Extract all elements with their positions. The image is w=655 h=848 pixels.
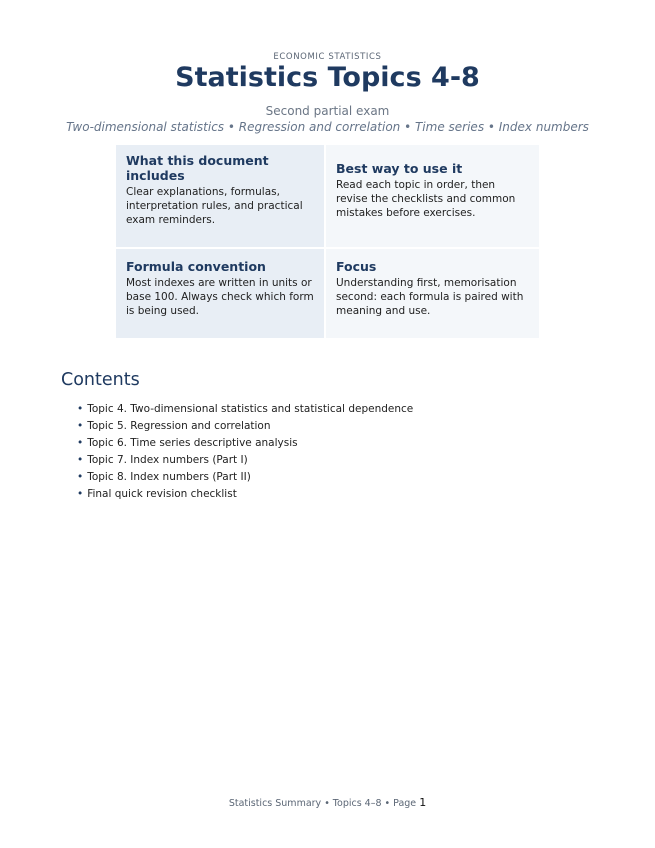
bullet-icon: • (77, 403, 84, 415)
contents-item-label: Topic 5. Regression and correlation (87, 420, 271, 432)
info-card-heading: Best way to use it (336, 161, 463, 176)
contents-item[interactable] (77, 452, 413, 469)
topics-line: Two-dimensional statistics • Regression and correlation • Time series • Index numbers (66, 120, 589, 134)
info-card-body: Clear explanations, formulas, interpretation rules, and practical exam reminders. (126, 186, 303, 226)
contents-heading: Contents (61, 370, 140, 390)
page-number: 1 (419, 796, 427, 809)
info-card-body: Most indexes are written in units or base 100. Always check which form is being used. (126, 277, 314, 317)
contents-item-label: Topic 8. Index numbers (Part II) (87, 471, 251, 483)
info-card-formula (116, 249, 326, 338)
eyebrow-label: ECONOMIC STATISTICS (273, 52, 382, 62)
bullet-icon: • (77, 454, 84, 466)
contents-item-label: Topic 4. Two-dimensional statistics and statistical dependence (87, 403, 414, 415)
contents-item[interactable] (77, 469, 413, 486)
bullet-icon: • (77, 488, 84, 500)
contents-list (77, 401, 413, 503)
footer-text: Statistics Summary • Topics 4–8 • Page (228, 798, 420, 809)
info-card-focus (326, 249, 539, 338)
bullet-icon: • (77, 437, 84, 449)
info-card-includes (116, 145, 326, 249)
contents-item-label: Topic 7. Index numbers (Part I) (87, 454, 248, 466)
contents-item[interactable] (77, 435, 413, 452)
info-card-heading: Formula convention (126, 259, 266, 274)
contents-item[interactable] (77, 418, 413, 435)
page-title: Statistics Topics 4-8 (175, 62, 480, 93)
info-card-heading: What this document includes (126, 153, 269, 183)
contents-item-label: Final quick revision checklist (87, 488, 237, 500)
info-card-body: Understanding first, memorisation second: each formula is paired with meaning and use. (336, 277, 524, 317)
contents-item[interactable] (77, 486, 413, 503)
info-card-usage (326, 145, 539, 249)
contents-item-label: Topic 6. Time series descriptive analysis (87, 437, 298, 449)
info-grid (116, 145, 539, 338)
contents-item[interactable] (77, 401, 413, 418)
page-subtitle: Second partial exam (265, 104, 390, 118)
info-card-body: Read each topic in order, then revise the checklists and common mistakes before exercises. (336, 179, 516, 219)
bullet-icon: • (77, 471, 84, 483)
info-card-heading: Focus (336, 259, 377, 274)
page-footer (0, 796, 655, 809)
bullet-icon: • (77, 420, 84, 432)
